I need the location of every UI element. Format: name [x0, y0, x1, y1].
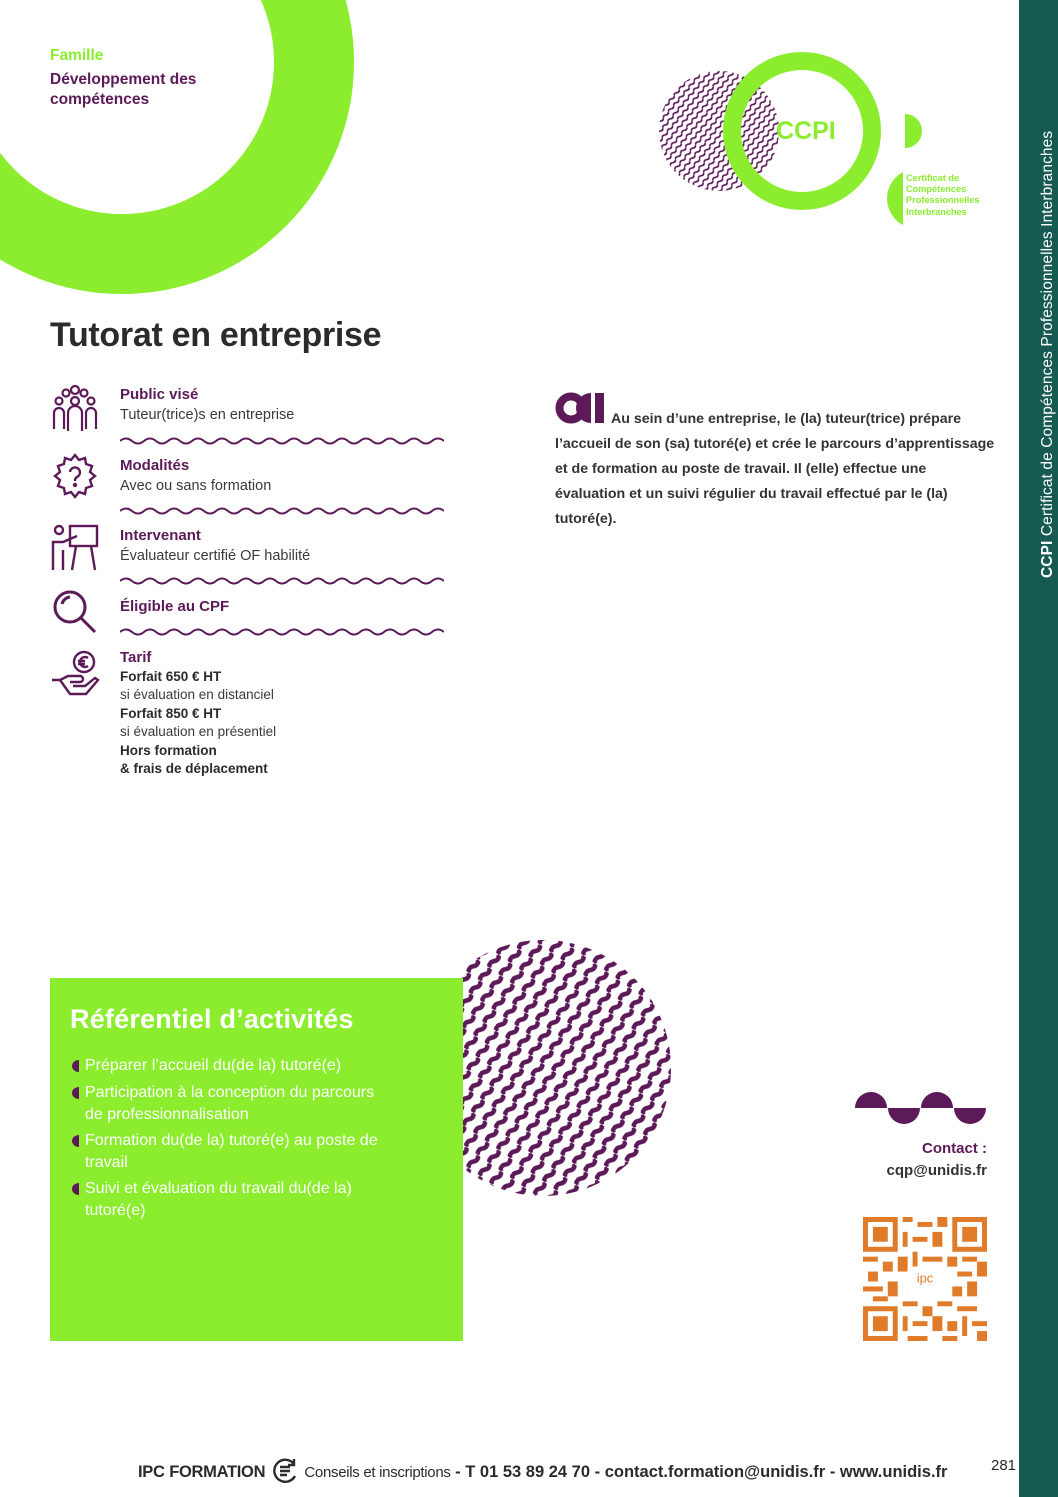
intervenant-value: Évaluateur certifié OF habilité: [120, 548, 311, 564]
logo-pattern-circle: [659, 71, 779, 191]
cpf-label: Éligible au CPF: [120, 598, 230, 615]
logo-subtitle: Certificat de Compétences Professionnelles Interbranches: [906, 173, 980, 217]
divider-wave: [120, 506, 444, 516]
svg-text:ipc: ipc: [916, 1270, 934, 1286]
modalites-value: Avec ou sans formation: [120, 478, 272, 494]
page-number: 281: [991, 1457, 1017, 1474]
public-value: Tuteur(trice)s en entreprise: [120, 407, 295, 423]
referentiel-item: [70, 1055, 435, 1077]
referentiel-item-text: Formation du(de la) tutoré(e) au poste de travail: [85, 1132, 378, 1171]
people-group-icon: [50, 383, 100, 433]
tarif-line-1: Forfait 650 € HT: [120, 669, 222, 684]
tarif-line-2: si évaluation en distanciel: [120, 687, 274, 702]
side-band-text: [1039, 131, 1057, 578]
footer-website-link[interactable]: - www.unidis.fr: [829, 1463, 948, 1481]
tarif-line-3: Forfait 850 € HT: [120, 706, 222, 721]
tarif-label: Tarif: [120, 649, 152, 666]
half-circle-bullet-icon: [70, 1060, 80, 1072]
footer-email-link[interactable]: - contact.formation@unidis.fr: [594, 1463, 826, 1481]
tarif-line-6: & frais de déplacement: [120, 761, 268, 776]
euro-hand-icon: [50, 650, 100, 700]
family-value: Développement des compétences: [50, 71, 197, 108]
contact-wave-decoration: [855, 1092, 986, 1124]
footer-phone[interactable]: - T 01 53 89 24 70: [455, 1463, 591, 1481]
half-circle-bullet-icon: [70, 1135, 80, 1147]
tarif-line-5: Hors formation: [120, 743, 217, 758]
page-title: Tutorat en entreprise: [50, 316, 382, 354]
referentiel-item: [70, 1082, 385, 1125]
half-circle-bullet-icon: [70, 1183, 80, 1195]
logo-acronym: CCPI: [776, 117, 836, 145]
presenter-icon: [50, 522, 100, 572]
logo-small-half: [905, 114, 922, 148]
magnifier-icon: [50, 587, 100, 637]
green-ring-top-left: [0, 0, 314, 254]
divider-wave: [120, 576, 444, 586]
public-label: Public visé: [120, 386, 199, 403]
referentiel-item-text: Participation à la conception du parcours de professionnalisation: [85, 1084, 375, 1123]
modalites-label: Modalités: [120, 457, 190, 474]
contact-label: Contact :: [922, 1140, 987, 1157]
half-circle-bullet-icon: [70, 1087, 80, 1099]
referentiel-item: [70, 1178, 410, 1221]
referentiel-item-text: Préparer l’accueil du(de la) tutoré(e): [85, 1057, 342, 1074]
footer-brand-formation: FORMATION: [169, 1463, 266, 1481]
footer-brand-ipc: IPC: [138, 1463, 165, 1481]
referentiel-title: Référentiel d’activités: [70, 1004, 354, 1034]
side-band-label: Certificat de Compétences Professionnelles Interbranches: [1039, 130, 1056, 537]
side-band-acronym: CCPI: [1039, 540, 1056, 578]
description-text: Au sein d’une entreprise, le (la) tuteur(trice) prépare l’accueil de son (sa) tutoré(e) et crée le parcours d’apprentissage et de formation au poste de travail. Il (elle) effectue une évaluation et un suivi régulier du travail effectué par le (la) tutoré(e).: [555, 411, 995, 527]
referentiel-item-text: Suivi et évaluation du travail du(de la) tutoré(e): [85, 1180, 352, 1219]
footer-conseils: Conseils et inscriptions: [304, 1464, 451, 1481]
footer: [138, 1456, 947, 1486]
intervenant-label: Intervenant: [120, 527, 201, 544]
family-label: Famille: [50, 47, 104, 64]
referentiel-item: [70, 1130, 410, 1173]
ipc-logo-icon: [270, 1456, 300, 1486]
divider-wave: [120, 627, 444, 637]
tarif-line-4: si évaluation en présentiel: [120, 724, 277, 739]
contact-email-link[interactable]: cqp@unidis.fr: [886, 1162, 987, 1179]
divider-wave: [120, 436, 444, 446]
gear-question-icon: [50, 451, 100, 501]
logo-bottom-half: [887, 172, 903, 225]
qr-code[interactable]: [863, 1217, 987, 1341]
